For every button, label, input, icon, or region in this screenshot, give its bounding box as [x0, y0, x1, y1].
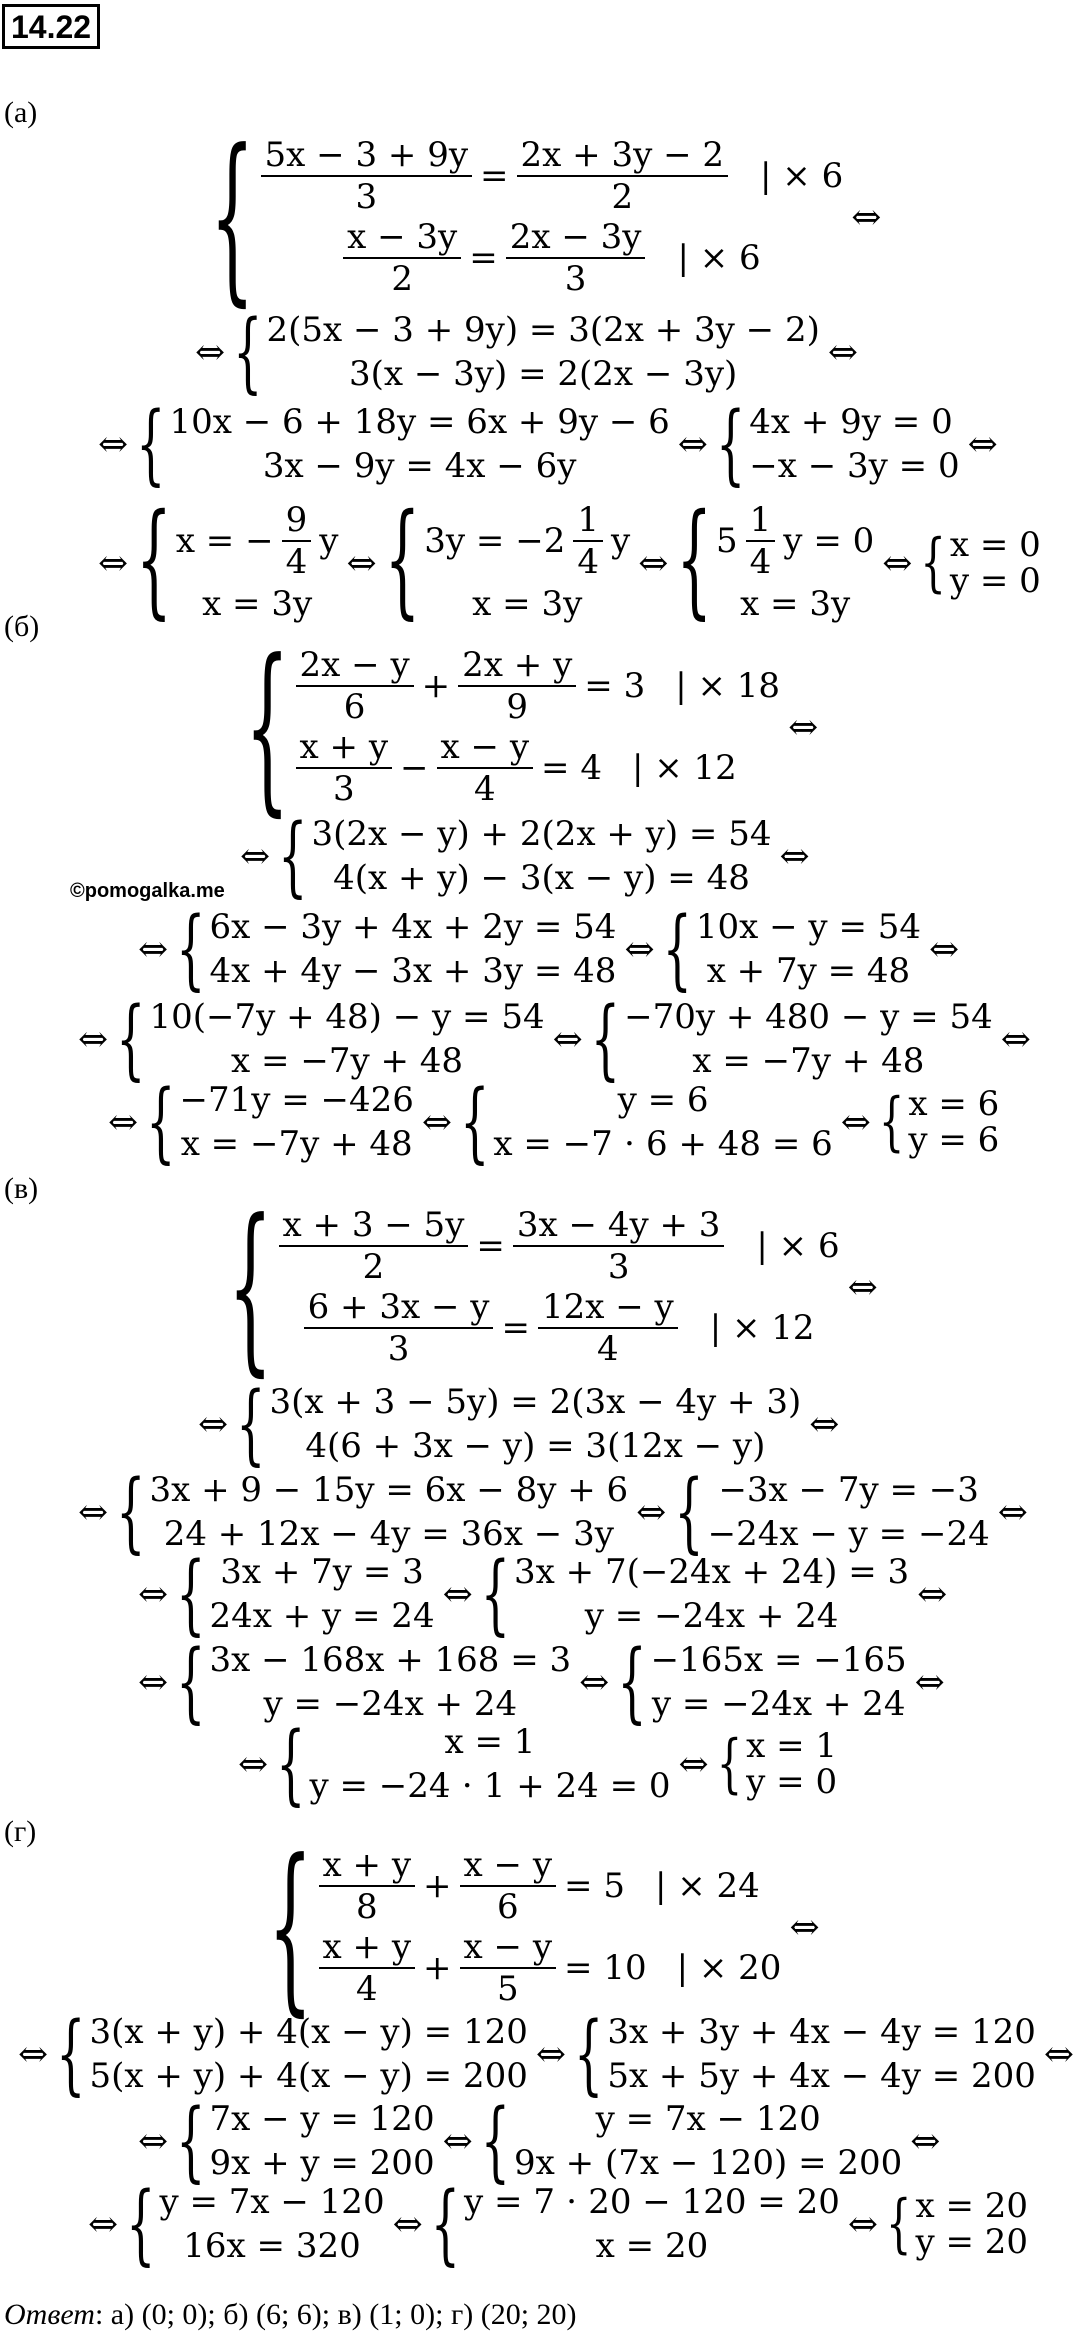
math-text: ⇔ — [847, 1266, 878, 1308]
fraction — [261, 135, 473, 217]
math-text: ⇔ — [98, 542, 129, 584]
math-text: 9 — [506, 687, 529, 727]
fraction — [304, 1287, 494, 1369]
math-text: = 3 — [584, 666, 646, 706]
math-text: y — [319, 521, 339, 561]
brace: { — [176, 2088, 206, 2192]
math-text: ⇔ — [638, 542, 669, 584]
part-c-label: (в) — [4, 1172, 39, 1205]
part-a-label: (а) — [4, 96, 38, 129]
math-text: ⇔ — [108, 1101, 139, 1143]
brace: { — [480, 1541, 511, 1645]
math-text: ⇔ — [138, 1661, 169, 1703]
brace: { — [136, 489, 172, 633]
math-text: = — [501, 1308, 530, 1348]
part-b-system-2 — [240, 803, 810, 907]
math-text: x = 3y — [740, 584, 851, 624]
math-text: = 10 — [564, 1948, 647, 1988]
math-text: | × 20 — [676, 1948, 782, 1988]
brace: { — [384, 489, 421, 633]
part-c-system-6 — [238, 1711, 838, 1815]
brace: { — [715, 391, 746, 495]
fraction — [513, 1205, 725, 1287]
brace: { — [430, 2171, 461, 2275]
fraction — [343, 217, 461, 299]
math-text: ⇔ — [579, 1661, 610, 1703]
math-text: ⇔ — [442, 1573, 473, 1615]
math-text: x + y — [319, 1845, 416, 1887]
fraction — [319, 1927, 416, 2009]
part-c-system-5 — [138, 1629, 945, 1733]
math-text: ⇔ — [677, 423, 708, 465]
math-text: ⇔ — [552, 1018, 583, 1060]
part-b-system-3 — [138, 896, 960, 1000]
part-c-system-1 — [228, 1180, 878, 1394]
math-text: = 4 — [541, 748, 602, 788]
math-text: ⇔ — [997, 1491, 1028, 1533]
math-text: ⇔ — [240, 835, 271, 877]
math-text: y = 0 — [746, 1762, 838, 1802]
brace: { — [617, 1629, 647, 1733]
math-text: x = 20 — [595, 2226, 709, 2266]
fraction — [538, 1287, 678, 1369]
math-text: ⇔ — [914, 1661, 945, 1703]
math-text: ⇔ — [18, 2033, 49, 2075]
brace: { — [268, 1820, 313, 2034]
brace: { — [460, 1069, 490, 1173]
brace: { — [116, 1459, 146, 1563]
math-text: x = −7y + 48 — [692, 1041, 925, 1081]
math-text: 6x − 3y + 4x + 2y = 54 — [209, 907, 617, 947]
brace: { — [245, 620, 290, 834]
math-text: 3x − 9y = 4x − 6y — [262, 446, 577, 486]
brace: { — [210, 110, 255, 324]
math-text: 2 — [391, 259, 413, 299]
math-text: −x − 3y = 0 — [749, 446, 960, 486]
math-text: ⇔ — [788, 706, 819, 748]
math-text: 1 — [746, 500, 776, 542]
math-text: −3x − 7y = −3 — [718, 1470, 979, 1510]
math-text: x = 1 — [444, 1722, 536, 1762]
brace: { — [228, 1180, 273, 1394]
math-text: 5x + 5y + 4x − 4y = 200 — [607, 2056, 1036, 2096]
math-text: 24 + 12x − 4y = 36x − 3y — [163, 1514, 614, 1554]
part-c-system-3 — [78, 1459, 1028, 1563]
math-text: 9 — [282, 500, 312, 542]
math-text: ⇔ — [636, 1491, 667, 1533]
math-text: y = 6 — [617, 1080, 709, 1120]
math-text: y = 0 — [783, 521, 875, 561]
answer-label: Ответ — [4, 2298, 95, 2331]
part-a-system-1 — [210, 110, 882, 324]
math-text: 4 — [355, 1969, 378, 2009]
math-text: ⇔ — [624, 928, 655, 970]
math-text: 4 — [285, 542, 308, 582]
math-text: 3y = −2 — [424, 521, 566, 561]
brace: { — [480, 2088, 511, 2192]
math-text: ⇔ — [789, 1906, 820, 1948]
math-text: + — [423, 1866, 452, 1906]
brace: { — [116, 986, 146, 1090]
brace: { — [56, 2001, 86, 2105]
multiplier: | × 6 — [760, 156, 844, 196]
part-a-system-4 — [98, 489, 1041, 633]
math-text: | × 18 — [675, 666, 781, 706]
math-text: 4 — [749, 542, 772, 582]
math-text: 6 — [496, 1887, 519, 1927]
math-text: 3 — [387, 1329, 410, 1369]
answer-text: : а) (0; 0); б) (6; 6); в) (1; 0); г) (20; 20) — [94, 2298, 577, 2331]
part-d-system-2 — [18, 2001, 1074, 2105]
math-text: | × 24 — [654, 1866, 760, 1906]
math-text: 6 — [343, 687, 366, 727]
math-text: 10(−7y + 48) − y = 54 — [149, 997, 545, 1037]
math-text: y = −24x + 24 — [584, 1596, 839, 1636]
brace: { — [662, 896, 692, 1000]
brace: { — [146, 1069, 176, 1173]
brace: { — [676, 489, 713, 633]
fraction — [506, 217, 646, 299]
math-text: + — [421, 666, 451, 706]
math-text: y = −24 ⋅ 1 + 24 = 0 — [309, 1766, 671, 1806]
brace: { — [878, 1085, 905, 1159]
math-text: 2 — [362, 1247, 385, 1287]
math-text: 12x − y — [538, 1287, 678, 1329]
math-text: y = 20 — [915, 2222, 1029, 2262]
multiplier: | × 6 — [677, 238, 761, 278]
math-text: ⇔ — [929, 928, 960, 970]
math-text: x + y — [319, 1927, 416, 1969]
math-text: x + y — [296, 727, 393, 769]
math-text: ⇔ — [392, 2203, 423, 2245]
math-text: 3x − 168x + 168 = 3 — [209, 1640, 572, 1680]
math-text: x = 3y — [472, 584, 583, 624]
math-text: x = −7y + 48 — [180, 1124, 413, 1164]
math-text: − — [400, 748, 429, 788]
math-text: −71y = −426 — [179, 1080, 414, 1120]
math-text: 9x + y = 200 — [209, 2143, 435, 2183]
math-text: ⇔ — [917, 1573, 948, 1615]
fraction — [746, 500, 776, 582]
brace: { — [278, 803, 308, 907]
math-text: 5(x + y) + 4(x − y) = 200 — [89, 2056, 528, 2096]
math-text: −70y + 480 − y = 54 — [624, 997, 993, 1037]
math-text: = — [476, 1226, 505, 1266]
fraction — [460, 1845, 557, 1927]
part-a-system-3 — [98, 391, 998, 495]
math-text: x − y — [460, 1927, 557, 1969]
math-text: 10x − 6 + 18y = 6x + 9y − 6 — [169, 402, 670, 442]
part-d-system-1 — [268, 1820, 820, 2034]
brace: { — [590, 986, 621, 1090]
math-text: ⇔ — [198, 1403, 229, 1445]
math-text: | × 12 — [709, 1308, 815, 1348]
math-text: 4 — [597, 1329, 619, 1369]
brace: { — [674, 1459, 704, 1563]
math-text: ⇔ — [827, 331, 859, 373]
brace: { — [176, 1629, 206, 1733]
math-text: 3x + 9 − 15y = 6x − 8y + 6 — [149, 1470, 629, 1510]
math-text: | × 12 — [631, 748, 737, 788]
math-text: 4(x + y) − 3(x − y) = 48 — [333, 858, 750, 898]
math-text: 3(x − 3y) = 2(2x − 3y) — [349, 354, 738, 394]
math-text: −165x = −165 — [650, 1640, 907, 1680]
math-text: ⇔ — [138, 928, 169, 970]
math-text: 4(6 + 3x − y) = 3(12x − y) — [305, 1426, 766, 1466]
math-text: 2(5x − 3 + 9y) = 3(2x + 3y − 2) — [266, 310, 820, 350]
math-text: x = 1 — [746, 1726, 838, 1766]
math-text: ⇔ — [138, 2120, 169, 2162]
math-text: 1 — [573, 500, 603, 542]
math-text: 7x − y = 120 — [209, 2099, 435, 2139]
fraction — [460, 1927, 557, 2009]
math-text: ⇔ — [840, 1101, 871, 1143]
math-text: 3x − 4y + 3 — [513, 1205, 725, 1247]
problem-number: 14.22 — [2, 4, 100, 49]
fraction — [437, 727, 534, 809]
brace: { — [126, 2171, 156, 2275]
math-text: ⇔ — [1043, 2033, 1074, 2075]
fraction — [517, 135, 729, 217]
brace: { — [574, 2001, 604, 2105]
math-text: x = 6 — [908, 1084, 1000, 1124]
math-text: y = 7x − 120 — [159, 2182, 385, 2222]
math-text: 3(2x − y) + 2(2x + y) = 54 — [311, 814, 772, 854]
math-text: y = 0 — [949, 561, 1041, 601]
brace: { — [176, 1541, 206, 1645]
math-text: ⇔ — [1000, 1018, 1031, 1060]
brace: { — [886, 2187, 912, 2261]
math-text: 16x = 320 — [183, 2226, 361, 2266]
fraction — [279, 1205, 469, 1287]
math-text: ⇔ — [847, 2203, 879, 2245]
math-text: ⇔ — [910, 2120, 941, 2162]
math-text: 9x + (7x − 120) = 200 — [514, 2143, 903, 2183]
part-d-system-4 — [88, 2171, 1029, 2275]
math-text: x = 3y — [202, 584, 313, 624]
math-text: x = 0 — [949, 525, 1041, 565]
math-text: ⇔ — [779, 835, 810, 877]
math-text: 24x + y = 24 — [209, 1596, 435, 1636]
math-text: 3(x + 3 − 5y) = 2(3x − 4y + 3) — [269, 1382, 802, 1422]
math-text: = — [480, 156, 509, 196]
part-b-system-5 — [108, 1069, 1000, 1173]
fraction — [458, 645, 576, 727]
part-d-system-3 — [138, 2088, 941, 2192]
math-text: = — [469, 238, 498, 278]
math-text: | × 6 — [756, 1226, 840, 1266]
math-text: x − 3y — [343, 217, 461, 259]
math-text: ⇔ — [809, 1403, 840, 1445]
math-text: x − y — [460, 1845, 557, 1887]
math-text: = 5 — [564, 1866, 625, 1906]
part-d-label: (г) — [4, 1815, 37, 1848]
math-text: 6 + 3x − y — [304, 1287, 494, 1329]
math-text: 3 — [607, 1247, 630, 1287]
math-text: y = −24x + 24 — [651, 1684, 906, 1724]
math-text: 2x + 3y − 2 — [517, 135, 729, 177]
math-text: −24x − y = −24 — [707, 1514, 990, 1554]
fraction — [573, 500, 603, 582]
math-text: x − y — [437, 727, 534, 769]
math-text: y = 6 — [908, 1120, 1000, 1160]
fraction — [296, 645, 414, 727]
math-text: 3x + 7y = 3 — [220, 1552, 424, 1592]
fraction — [319, 1845, 416, 1927]
brace: { — [716, 1727, 743, 1801]
part-b-system-4 — [78, 986, 1031, 1090]
math-text: ⇔ — [967, 423, 998, 465]
math-text: 5 — [496, 1969, 519, 2009]
math-text: 4x + 4y − 3x + 3y = 48 — [209, 951, 617, 991]
math-text: 5 — [716, 521, 738, 561]
answer-line — [4, 2298, 577, 2332]
math-text: 4x + 9y = 0 — [749, 402, 953, 442]
math-text: y — [610, 521, 631, 561]
math-text: 10x − y = 54 — [695, 907, 922, 947]
math-text: 2x − 3y — [506, 217, 646, 259]
math-text: x + 7y = 48 — [706, 951, 911, 991]
math-text: 3(x + y) + 4(x − y) = 120 — [89, 2012, 528, 2052]
brace: { — [233, 299, 263, 403]
math-text: ⇔ — [678, 1743, 709, 1785]
math-text: 4 — [473, 769, 496, 809]
brace: { — [276, 1711, 306, 1815]
math-text: 8 — [355, 1887, 378, 1927]
part-c-system-4 — [138, 1541, 948, 1645]
part-b-label: (б) — [4, 610, 40, 643]
math-text: ⇔ — [535, 2033, 567, 2075]
math-text: ⇔ — [882, 542, 913, 584]
fraction — [296, 727, 393, 809]
math-text: 2 — [611, 177, 634, 217]
math-text: ⇔ — [138, 1573, 169, 1615]
math-text: ⇔ — [78, 1491, 109, 1533]
math-text: ⇔ — [238, 1743, 269, 1785]
math-text: + — [423, 1948, 452, 1988]
math-text: 3x + 7(−24x + 24) = 3 — [514, 1552, 910, 1592]
brace: { — [236, 1371, 266, 1475]
math-text: 3x + 3y + 4x − 4y = 120 — [607, 2012, 1036, 2052]
math-text: ⇔ — [442, 2120, 473, 2162]
math-text: y = −24x + 24 — [263, 1684, 518, 1724]
math-text: x = −7 ⋅ 6 + 48 = 6 — [493, 1124, 833, 1164]
math-text: ⇔ — [346, 542, 377, 584]
math-text: 3 — [332, 769, 355, 809]
equivalence-arrow: ⇔ — [851, 196, 882, 238]
math-text: x = −7y + 48 — [231, 1041, 464, 1081]
math-text: ⇔ — [195, 331, 226, 373]
math-text: x + 3 − 5y — [279, 1205, 469, 1247]
math-text: 2x + y — [458, 645, 576, 687]
math-text: 3 — [564, 259, 587, 299]
math-text: x = − — [175, 521, 274, 561]
brace: { — [920, 526, 946, 600]
part-c-system-2 — [198, 1371, 840, 1475]
brace: { — [136, 391, 166, 495]
math-text: 3 — [355, 177, 378, 217]
math-text: x = 20 — [915, 2186, 1029, 2226]
math-text: y = 7 ⋅ 20 − 120 = 20 — [464, 2182, 840, 2222]
math-text: ⇔ — [98, 423, 129, 465]
math-text: 4 — [577, 542, 599, 582]
math-text: 2x − y — [296, 645, 414, 687]
math-text: ⇔ — [78, 1018, 109, 1060]
math-text: ⇔ — [421, 1101, 453, 1143]
math-text: ⇔ — [88, 2203, 119, 2245]
math-text: y = 7x − 120 — [595, 2099, 821, 2139]
part-a-system-2 — [195, 299, 859, 403]
math-text: 5x − 3 + 9y — [261, 135, 473, 177]
fraction — [282, 500, 312, 582]
brace: { — [176, 896, 206, 1000]
watermark: ©pomogalka.me — [70, 880, 225, 902]
